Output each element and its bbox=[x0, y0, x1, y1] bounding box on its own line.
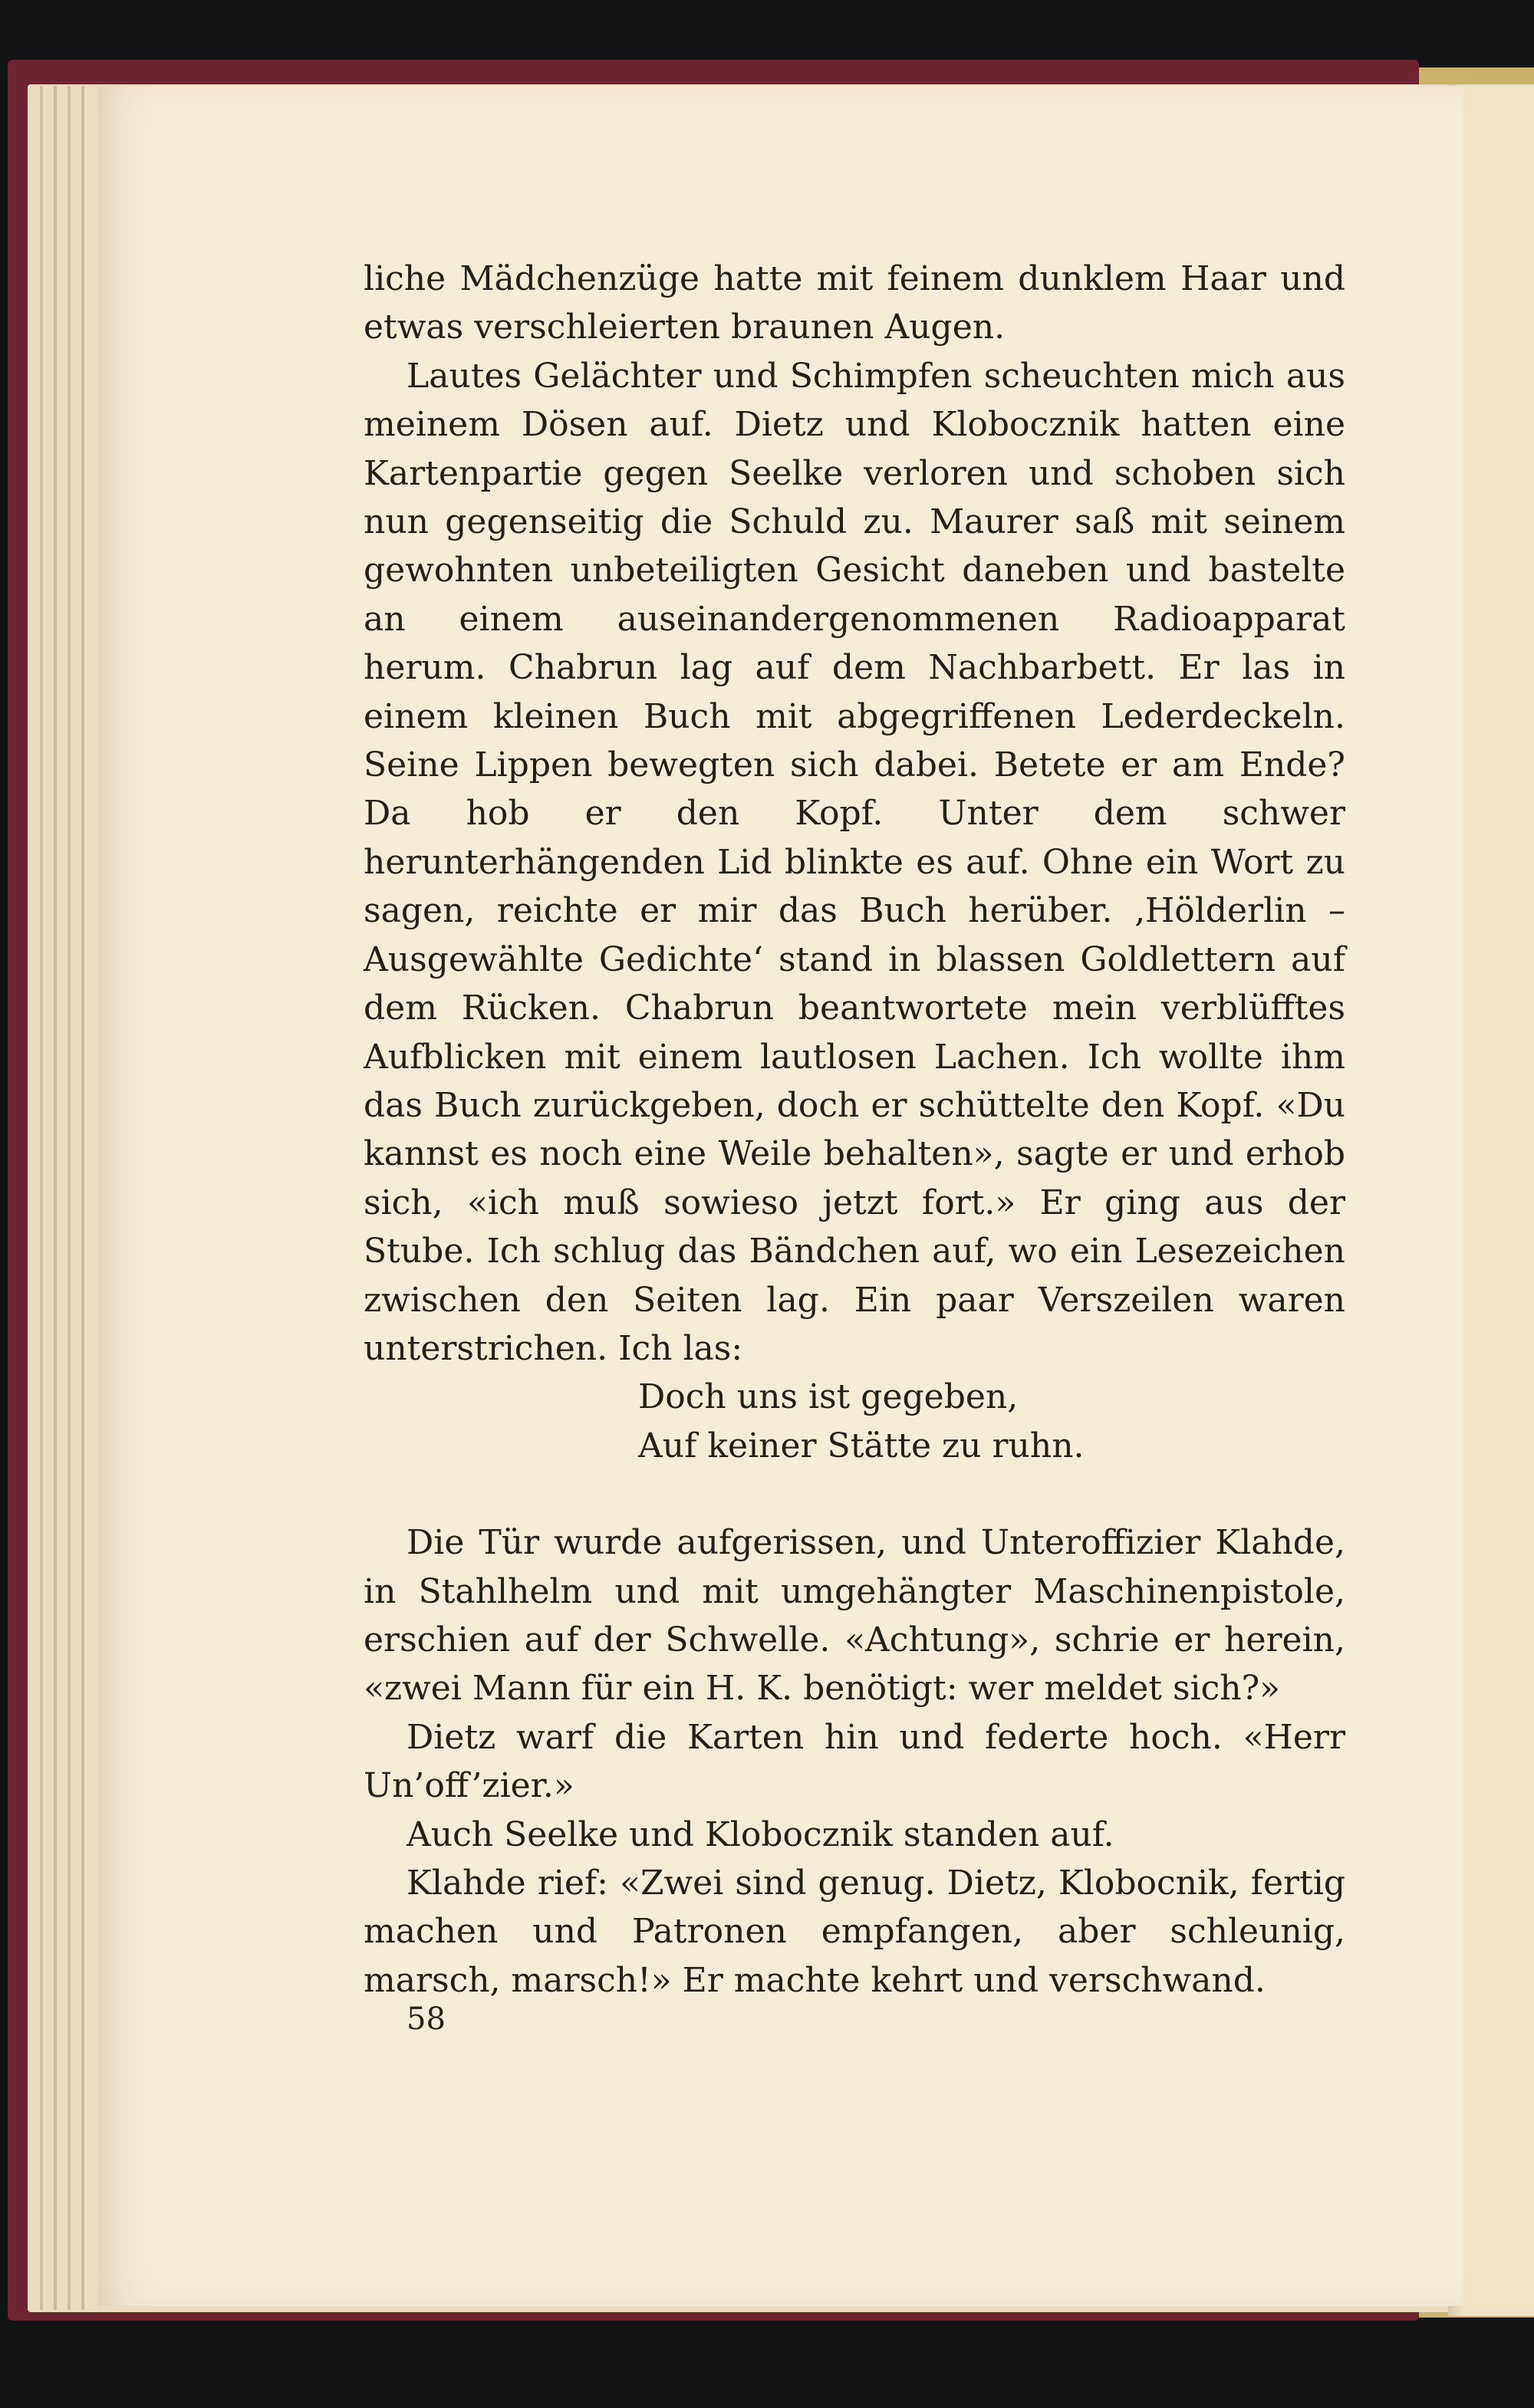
stanza-gap bbox=[364, 1470, 1345, 1518]
page-stack-line bbox=[81, 86, 84, 2310]
page-edge-top bbox=[1419, 67, 1534, 84]
page-number: 58 bbox=[407, 2002, 446, 2037]
verse-line: Doch uns ist gegeben, bbox=[638, 1377, 1019, 1417]
paragraph: Lautes Gelächter und Schimpfen scheuchten mich aus meinem Dösen auf. Dietz und Klobocznik hatten eine Kartenpartie gegen Seelke verloren und schoben sich nun gegenseitig die Schuld zu. Maurer saß mit seinem gewohnten unbeteiligten Gesicht daneben und bastelte an einem auseinandergenommenen Radioapparat herum. Chabrun lag auf dem Nachbarbett. Er las in einem kleinen Buch mit abgegriffenen Lederdeckeln. Seine Lippen bewegten sich dabei. Betete er am Ende? Da hob er den Kopf. Unter dem schwer herunterhängenden Lid blinkte es auf. Ohne ein Wort zu sagen, reichte er mir das Buch herüber. ‚Hölderlin – Ausgewählte Gedichte‘ stand in blassen Goldlettern auf dem Rücken. Chabrun beantwortete mein verblüfftes Aufblicken mit einem lautlosen Lachen. Ich wollte ihm das Buch zurückgeben, doch er schüttelte den Kopf. «Du kannst es noch eine Weile behalten», sagte er und erhob sich, «ich muß sowieso jetzt fort.» Er ging aus der Stube. Ich schlug das Bändchen auf, wo ein Lesezeichen zwischen den Seiten lag. Ein paar Verszeilen waren unterstrichen. Ich las: bbox=[364, 356, 1345, 1368]
paragraph: Die Tür wurde aufgerissen, und Unteroffizier Klahde, in Stahlhelm und mit umgehängter Maschinenpistole, erschien auf der Schwelle. «Achtung», schrie er herein, «zwei Mann für ein H. K. benötigt: wer meldet sich?» bbox=[364, 1523, 1345, 1709]
page-stack-line bbox=[40, 86, 43, 2310]
paragraph: Dietz warf die Karten hin und federte hoch. «Herr Un’off’zier.» bbox=[364, 1717, 1345, 1806]
verse-quote bbox=[638, 1373, 1345, 1470]
page-stack-line bbox=[54, 86, 57, 2310]
paragraph: liche Mädchenzüge hatte mit feinem dunklem Haar und etwas verschleierten braunen Augen. bbox=[364, 259, 1345, 347]
body-text bbox=[364, 255, 1345, 2005]
facing-page-edge bbox=[1454, 84, 1534, 2316]
verse-line: Auf keiner Stätte zu ruhn. bbox=[638, 1426, 1085, 1466]
page-stack-line bbox=[67, 86, 71, 2310]
paragraph: Auch Seelke und Klobocznik standen auf. bbox=[407, 1814, 1114, 1854]
paragraph: Klahde rief: «Zwei sind genug. Dietz, Klobocnik, fertig machen und Patronen empfangen, aber schleunig, marsch, marsch!» Er machte kehrt und verschwand. bbox=[364, 1864, 1345, 2000]
